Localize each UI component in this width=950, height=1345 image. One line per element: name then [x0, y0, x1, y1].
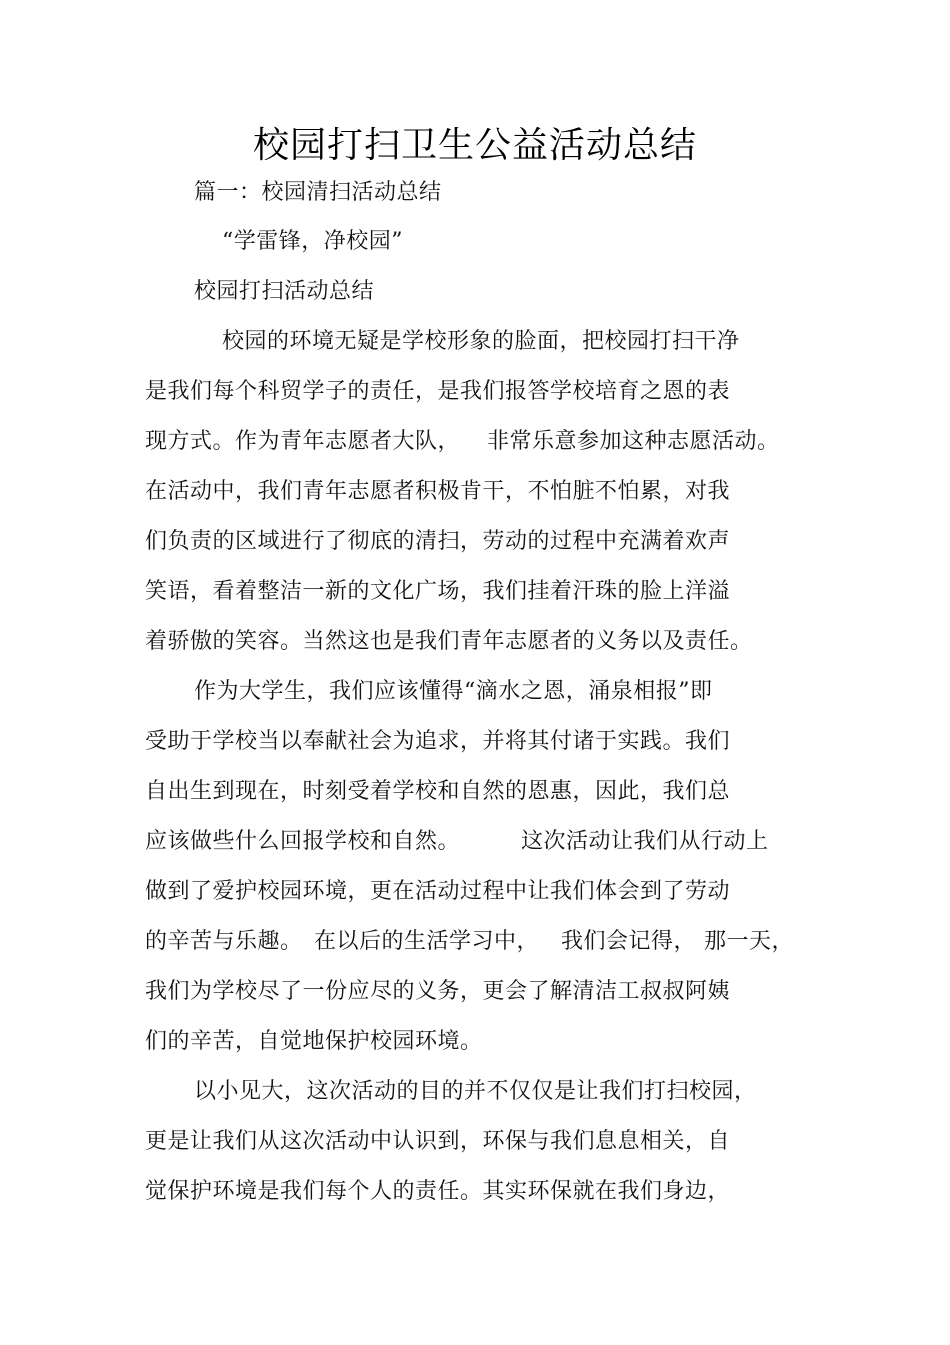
paragraph-line: 那一天，: [704, 929, 795, 954]
paragraph-line: 着骄傲的笑容。当然这也是我们青年志愿者的义务以及责任。: [145, 629, 753, 654]
paragraph-line: 这次活动让我们从行动上: [521, 829, 769, 854]
paragraph-line: 非常乐意参加这种志愿活动。: [487, 429, 780, 454]
quote: “学雷锋，净校园”: [222, 229, 403, 254]
paragraph-line: 觉保护环境是我们每个人的责任。其实环保就在我们身边，: [145, 1179, 731, 1204]
paragraph-line: 我们为学校尽了一份应尽的义务，更会了解清洁工叔叔阿姨: [145, 979, 731, 1004]
paragraph-line: 笑语，看着整洁一新的文化广场，我们挂着汗珠的脸上洋溢: [145, 579, 731, 604]
paragraph-line: 做到了爱护校园环境，更在活动过程中让我们体会到了劳动: [145, 879, 731, 904]
paragraph-line: 自出生到现在，时刻受着学校和自然的恩惠，因此，我们总: [145, 779, 731, 804]
paragraph-line: 现方式。作为青年志愿者大队，: [145, 429, 461, 454]
paragraph-line: 作为大学生，我们应该懂得“滴水之恩，涌泉相报”即: [194, 679, 713, 704]
paragraph-line: 应该做些什么回报学校和自然。: [145, 829, 461, 854]
subheading: 篇一：校园清扫活动总结: [194, 180, 442, 205]
paragraph-line: 校园的环境无疑是学校形象的脸面，把校园打扫干净: [222, 329, 740, 354]
paragraph-line: 我们会记得，: [561, 929, 697, 954]
paragraph-line: 更是让我们从这次活动中认识到，环保与我们息息相关，自: [145, 1129, 731, 1154]
paragraph-line: 们负责的区域进行了彻底的清扫，劳动的过程中充满着欢声: [145, 529, 731, 554]
section-title: 校园打扫活动总结: [194, 279, 375, 304]
paragraph-line: 以小见大，这次活动的目的并不仅仅是让我们打扫校园，: [194, 1079, 757, 1104]
paragraph-line: 们的辛苦，自觉地保护校园环境。: [145, 1029, 483, 1054]
paragraph-line: 在以后的生活学习中，: [314, 929, 540, 954]
paragraph-line: 的辛苦与乐趣。: [145, 929, 303, 954]
paragraph-line: 受助于学校当以奉献社会为追求，并将其付诸于实践。我们: [145, 729, 731, 754]
paragraph-line: 在活动中，我们青年志愿者积极肯干，不怕脏不怕累，对我: [145, 479, 731, 504]
document-title: 校园打扫卫生公益活动总结: [252, 125, 697, 166]
paragraph-line: 是我们每个科贸学子的责任，是我们报答学校培育之恩的表: [145, 379, 731, 404]
